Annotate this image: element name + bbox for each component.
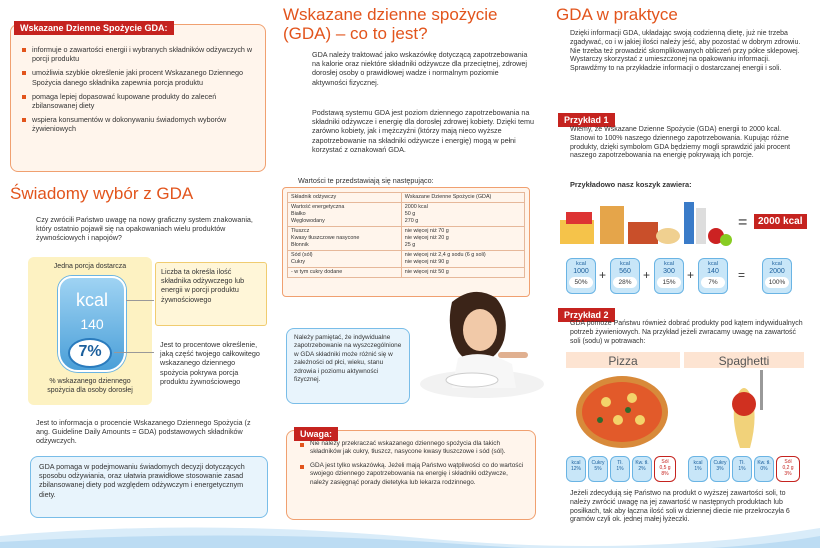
nutrition-label: kcal 12% [566,456,586,482]
plus-sign: + [687,268,695,282]
pizza-label: Pizza [608,354,638,368]
equals-sign: = [738,268,746,282]
kcal-pill: kcal 140 7% [698,258,728,294]
table-row: Sód (sól) Cukry nie więcej niż 2,4 g sodu (6 g soli) nie więcej niż 90 g [288,251,525,268]
plus-sign: + [599,268,607,282]
jar-bottom-caption: % wskazanego dziennego spożycia dla osoby dorosłej [47,378,133,394]
jar-value: 140 [80,316,104,332]
warning-list [300,440,528,492]
spaghetti-nutrition-labels [688,456,804,482]
pizza-illustration [572,372,672,452]
note-percent: Jest to procentowe określenie, jaką część twojego całkowitego wskazanego dziennego spożycia pokrywa porcja produktu żywnościowego [160,340,260,386]
example2-tag: Przykład 2 [558,305,615,323]
list-item: Nie należy przekraczać wskazanego dziennego spożycia dla takich składników jak cukry, tłuszcz, nasycone kwasy tłuszczowe i sód (sól). [300,440,528,457]
gda-basis-paragraph: Podstawą systemu GDA jest poziom dziennego zapotrzebowania na składniki odżywcze i energię dla dorosłej zdrowej kobiety. Dzięki temu zarówno kobiety, jak i mężczyźni (którzy mają nieco wyższe zapotrzebowanie na składniki odżywcze i energię) mogą w pełni korzystać z oznakowań GDA. [312,108,534,154]
nutrition-label-salt: Sól 0,5 g 8% [654,456,676,482]
gda-bullet-list [22,45,258,139]
example2-paragraph: GDA pomoże Państwu również dobrać produkty pod kątem indywidualnych potrzeb żywieniowych. Na przykład jeżeli zwracamy uwagę na zawartość soli (sodu) w potrawach: [570,320,803,345]
nutrition-label: Cukry 5% [588,456,608,482]
jar-percent: 7% [78,343,102,360]
groceries-illustration [556,192,736,252]
kcal-pill-total: kcal 2000 100% [762,258,792,294]
total-kcal-badge: 2000 kcal [754,214,807,229]
warning-tag: Uwaga: [294,424,338,442]
spaghetti-header [684,352,804,368]
table-row: Wartość energetyczna Białko Węglowodany 2000 kcal 50 g 270 g [288,203,525,227]
spaghetti-illustration [700,368,790,454]
note-amount: Liczba ta określa ilość składnika odżywczego lub energii w porcji produktu żywnościowego [155,262,267,326]
pizza-header [566,352,680,368]
table-row: Tłuszcz Kwasy tłuszczowe nasycone Błonnik nie więcej niż 70 g nie więcej niż 20 g 25 g [288,227,525,251]
nutrition-label-salt: Sól 0,2 g 3% [776,456,800,482]
practice-paragraph: Dzięki informacji GDA, układając swoją codzienną dietę, już nie trzeba zgadywać, co i w jakiej ilości należy jeść, aby pozostać w dobrym zdrowiu. Nie trzeba też prowadzić skomplikowanych obliczeń przy półce sklepowej. Wystarczy skorzystać z umieszczonej na opakowaniu informacji. Sprawdźmy to na przykładzie informacji o dostarczanej energii i soli. [570,30,801,73]
gda-table-wrap [282,187,530,297]
section-heading-conscious-choice: Świadomy wybór z GDA [10,184,194,203]
nutrition-label: Tł. 1% [732,456,752,482]
nutrition-label: kcal 1% [688,456,708,482]
gda-help-box: GDA pomaga w podejmowaniu świadomych decyzji dotyczących sposobu odżywiania, oraz ułatwia prawidłowe stosowanie zasad zbilansowanej diety pod względem odżywczym i energetycznym diety. [30,456,268,518]
list-item: GDA jest tylko wskazówką. Jeżeli mają Państwo wątpliwości co do wartości swojego dziennego zapotrzebowania na energię i składniki odżywcze, należy zasięgnąć porady dietetyka lub lekarza rodzinnego. [300,462,528,487]
kcal-pill: kcal 300 15% [654,258,684,294]
calorie-pills-row [566,258,806,298]
section-heading-what-is-gda: Wskazane dzienne spożycie (GDA) – co to jest? [283,5,498,43]
kcal-pill: kcal 1000 50% [566,258,596,294]
plus-sign: + [643,268,651,282]
equals-sign: = [738,214,748,231]
gda-definition-paragraph: GDA należy traktować jako wskazówkę dotyczącą zapotrzebowania na kalorie oraz niektóre składniki odżywcze dla przeciętnej, zdrowej dorosłej osoby o prawidłowej wadze i normalnym poziomie aktywności fizycznej. [312,50,528,87]
nutrition-label: Kw. tł. 2% [632,456,652,482]
table-header-row: Składnik odżywczy Wskazane Dzienne Spożycie (GDA) [288,193,525,203]
gda-tag: Wskazane Dzienne Spożycie GDA: [14,18,174,36]
example1-tag: Przykład 1 [558,110,615,128]
example1-basket-label: Przykładowo nasz koszyk zawiera: [570,180,692,189]
nutrition-label: Tł. 1% [610,456,630,482]
intro-paragraph: Czy zwróciłi Państwo uwagę na nowy graficzny system znakowania, który ostatnio pojawił się na opakowaniach wielu produktów żywnościowych i napojów? [36,215,253,243]
list-item: wspiera konsumentów w dokonywaniu świadomych wyborów żywieniowych [22,115,258,133]
nutrition-label: Cukry 3% [710,456,730,482]
woman-eating-illustration [412,288,544,398]
list-item: umożliwia szybkie określenie jaki procent Wskazanego Dziennego Spożycia danego składnika zapewnia porcja produktu [22,68,258,86]
connector-line [126,300,154,301]
jar-unit: kcal [75,290,108,310]
individual-needs-box: Należy pamiętać, że indywidualne zapotrzebowanie na wyszczególnione w GDA składniki może różnić się w zależności od płci, wieku, stanu zdrowia i poziomu aktywności fizycznej. [286,328,410,404]
connector-line [114,352,154,353]
salt-advice-paragraph: Jeżeli zdecydują się Państwo na produkt o wyższej zawartości soli, to należy zwrócić uwagę na jej zawartość w następnych produktach lub posiłkach, tak aby łączna ilość soli w dziennej diecie nie przekroczyła 6 gramów czyli ok. jednej małej łyżeczki. [570,490,790,524]
list-item: informuje o zawartości energii i wybranych składników odżywczych w porcji produktu [22,45,258,63]
table-row: - w tym cukry dodane nie więcej niż 50 g [288,268,525,278]
example1-paragraph: Wiemy, że Wskazane Dzienne Spożycie (GDA) energii to 2000 kcal. Stanowi to 100% naszego dziennego zapotrzebowania. Kupując różne produkty, dzięki symbolom GDA będziemy mogli sprawdzić jaki procent naszego zapotrzebowania na energię pokrywają ich porcje. [570,126,791,160]
section-heading-gda-in-practice: GDA w praktyce [556,5,678,24]
nutrition-label: Kw. tł. 0% [754,456,774,482]
list-item: pomaga lepiej dopasować kupowane produkty do zaleceń zbilansowanej diety [22,92,258,110]
pizza-nutrition-labels [566,456,680,482]
spaghetti-label: Spaghetti [718,354,770,368]
jar-top-caption: Jedna porcja dostarcza [53,263,127,270]
kcal-pill: kcal 560 28% [610,258,640,294]
gda-table [287,192,525,278]
table-intro: Wartości te przedstawiają się następująco: [298,176,434,185]
info-paragraph: Jest to informacja o procencie Wskazanego Dziennego Spożycia (z ang. Guideline Daily Amounts = GDA) podstawowych składników odżywczych. [36,418,251,446]
